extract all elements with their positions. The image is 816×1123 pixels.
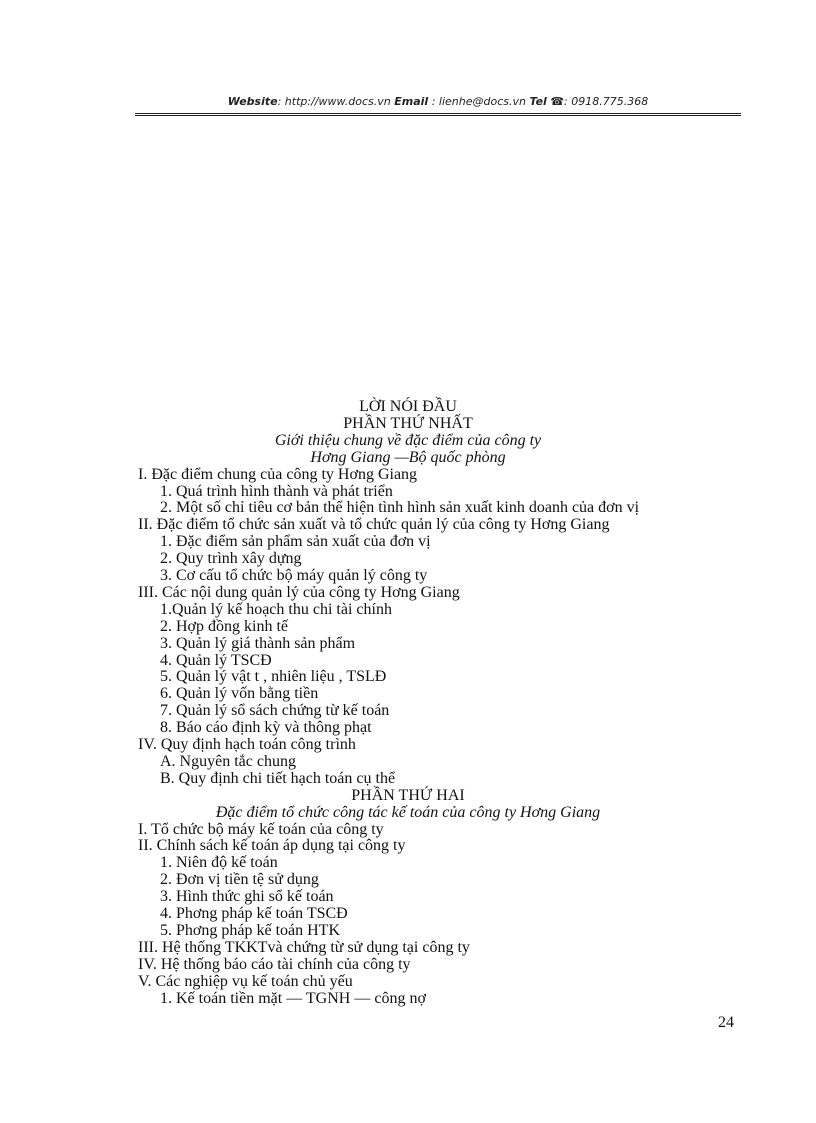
toc-line: 2. Hợp đồng kinh tế [160, 617, 289, 635]
toc-line: 1. Niên độ kế toán [160, 854, 278, 872]
toc-line: 5. Phơng pháp kế toán HTK [160, 921, 340, 939]
toc-line: 4. Quản lý TSCĐ [160, 651, 272, 669]
toc-line: II. Đặc điểm tổ chức sản xuất và tổ chức quản lý của công ty Hơng Giang [138, 516, 610, 534]
toc-line: B. Quy định chi tiết hạch toán cụ thể [160, 769, 396, 787]
page-number: 24 [718, 1014, 734, 1031]
toc-line: 5. Quản lý vật t , nhiên liệu , TSLĐ [160, 668, 387, 686]
toc-line: Hơng Giang —Bộ quốc phòng [310, 448, 506, 466]
toc-line: 8. Báo cáo định kỳ và thông phạt [160, 719, 372, 737]
toc-line: Giới thiệu chung về đặc điểm của công ty [274, 431, 542, 449]
phone-icon: ☎ [550, 95, 565, 108]
toc-line: 3. Cơ cấu tổ chức bộ máy quản lý công ty [160, 567, 428, 584]
toc-line: III. Các nội dung quản lý của công ty Hơng Giang [138, 583, 460, 601]
toc-line: II. Chính sách kế toán áp dụng tại công ty [138, 837, 406, 855]
page-header [135, 95, 741, 108]
toc-line: PHẦN THỨ NHẤT [343, 414, 473, 432]
toc-line: 2. Quy trình xây dựng [160, 550, 302, 568]
toc-line: 1. Đặc điểm sản phẩm sản xuất của đơn vị [160, 533, 431, 551]
toc-line: 2. Một số chỉ tiêu cơ bản thể hiện tình hình sản xuất kinh doanh của đơn vị [160, 499, 640, 517]
toc-line: 7. Quản lý sổ sách chứng từ kế toán [160, 702, 390, 720]
email-value: : lienhe@docs.vn [431, 95, 526, 108]
toc-line: I. Tổ chức bộ máy kế toán của công ty [138, 820, 384, 838]
website-value: : http://www.docs.vn [277, 95, 391, 108]
toc-line: 6. Quản lý vốn bằng tiền [160, 685, 319, 703]
toc-line: PHẦN THỨ HAI [351, 786, 465, 804]
toc-line: 4. Phơng pháp kế toán TSCĐ [160, 905, 348, 922]
toc-line: Đặc điểm tổ chức công tác kế toán của công ty Hơng Giang [215, 803, 601, 821]
website-label: Website [227, 95, 278, 108]
toc-line: V. Các nghiệp vụ kế toán chủ yếu [138, 972, 353, 990]
toc-line: 3. Quản lý giá thành sản phẩm [160, 634, 356, 652]
toc-line: 1. Kế toán tiền mặt — TGNH — công nợ [160, 989, 426, 1007]
toc-line: 1.Quản lý kế hoạch thu chi tài chính [160, 600, 392, 618]
toc-line: LỜI NÓI ĐẦU [359, 398, 457, 415]
header-rule [135, 113, 741, 116]
toc-line: I. Đặc điểm chung của công ty Hơng Giang [138, 465, 418, 483]
toc-line: 2. Đơn vị tiền tệ sử dụng [160, 871, 319, 889]
toc-line: IV. Quy định hạch toán công trình [138, 736, 356, 753]
toc-line: A. Nguyên tắc chung [160, 752, 296, 770]
toc-line: 1. Quá trình hình thành và phát triển [160, 482, 393, 500]
toc-line: 3. Hình thức ghi sổ kế toán [160, 888, 334, 906]
toc-line: III. Hệ thống TKKTvà chứng từ sử dụng tại công ty [138, 938, 470, 956]
tel-value: : 0918.775.368 [564, 95, 649, 108]
tel-label: Tel [529, 95, 547, 108]
toc-line: IV. Hệ thống báo cáo tài chính của công ty [138, 955, 411, 973]
email-label: Email [394, 95, 429, 108]
